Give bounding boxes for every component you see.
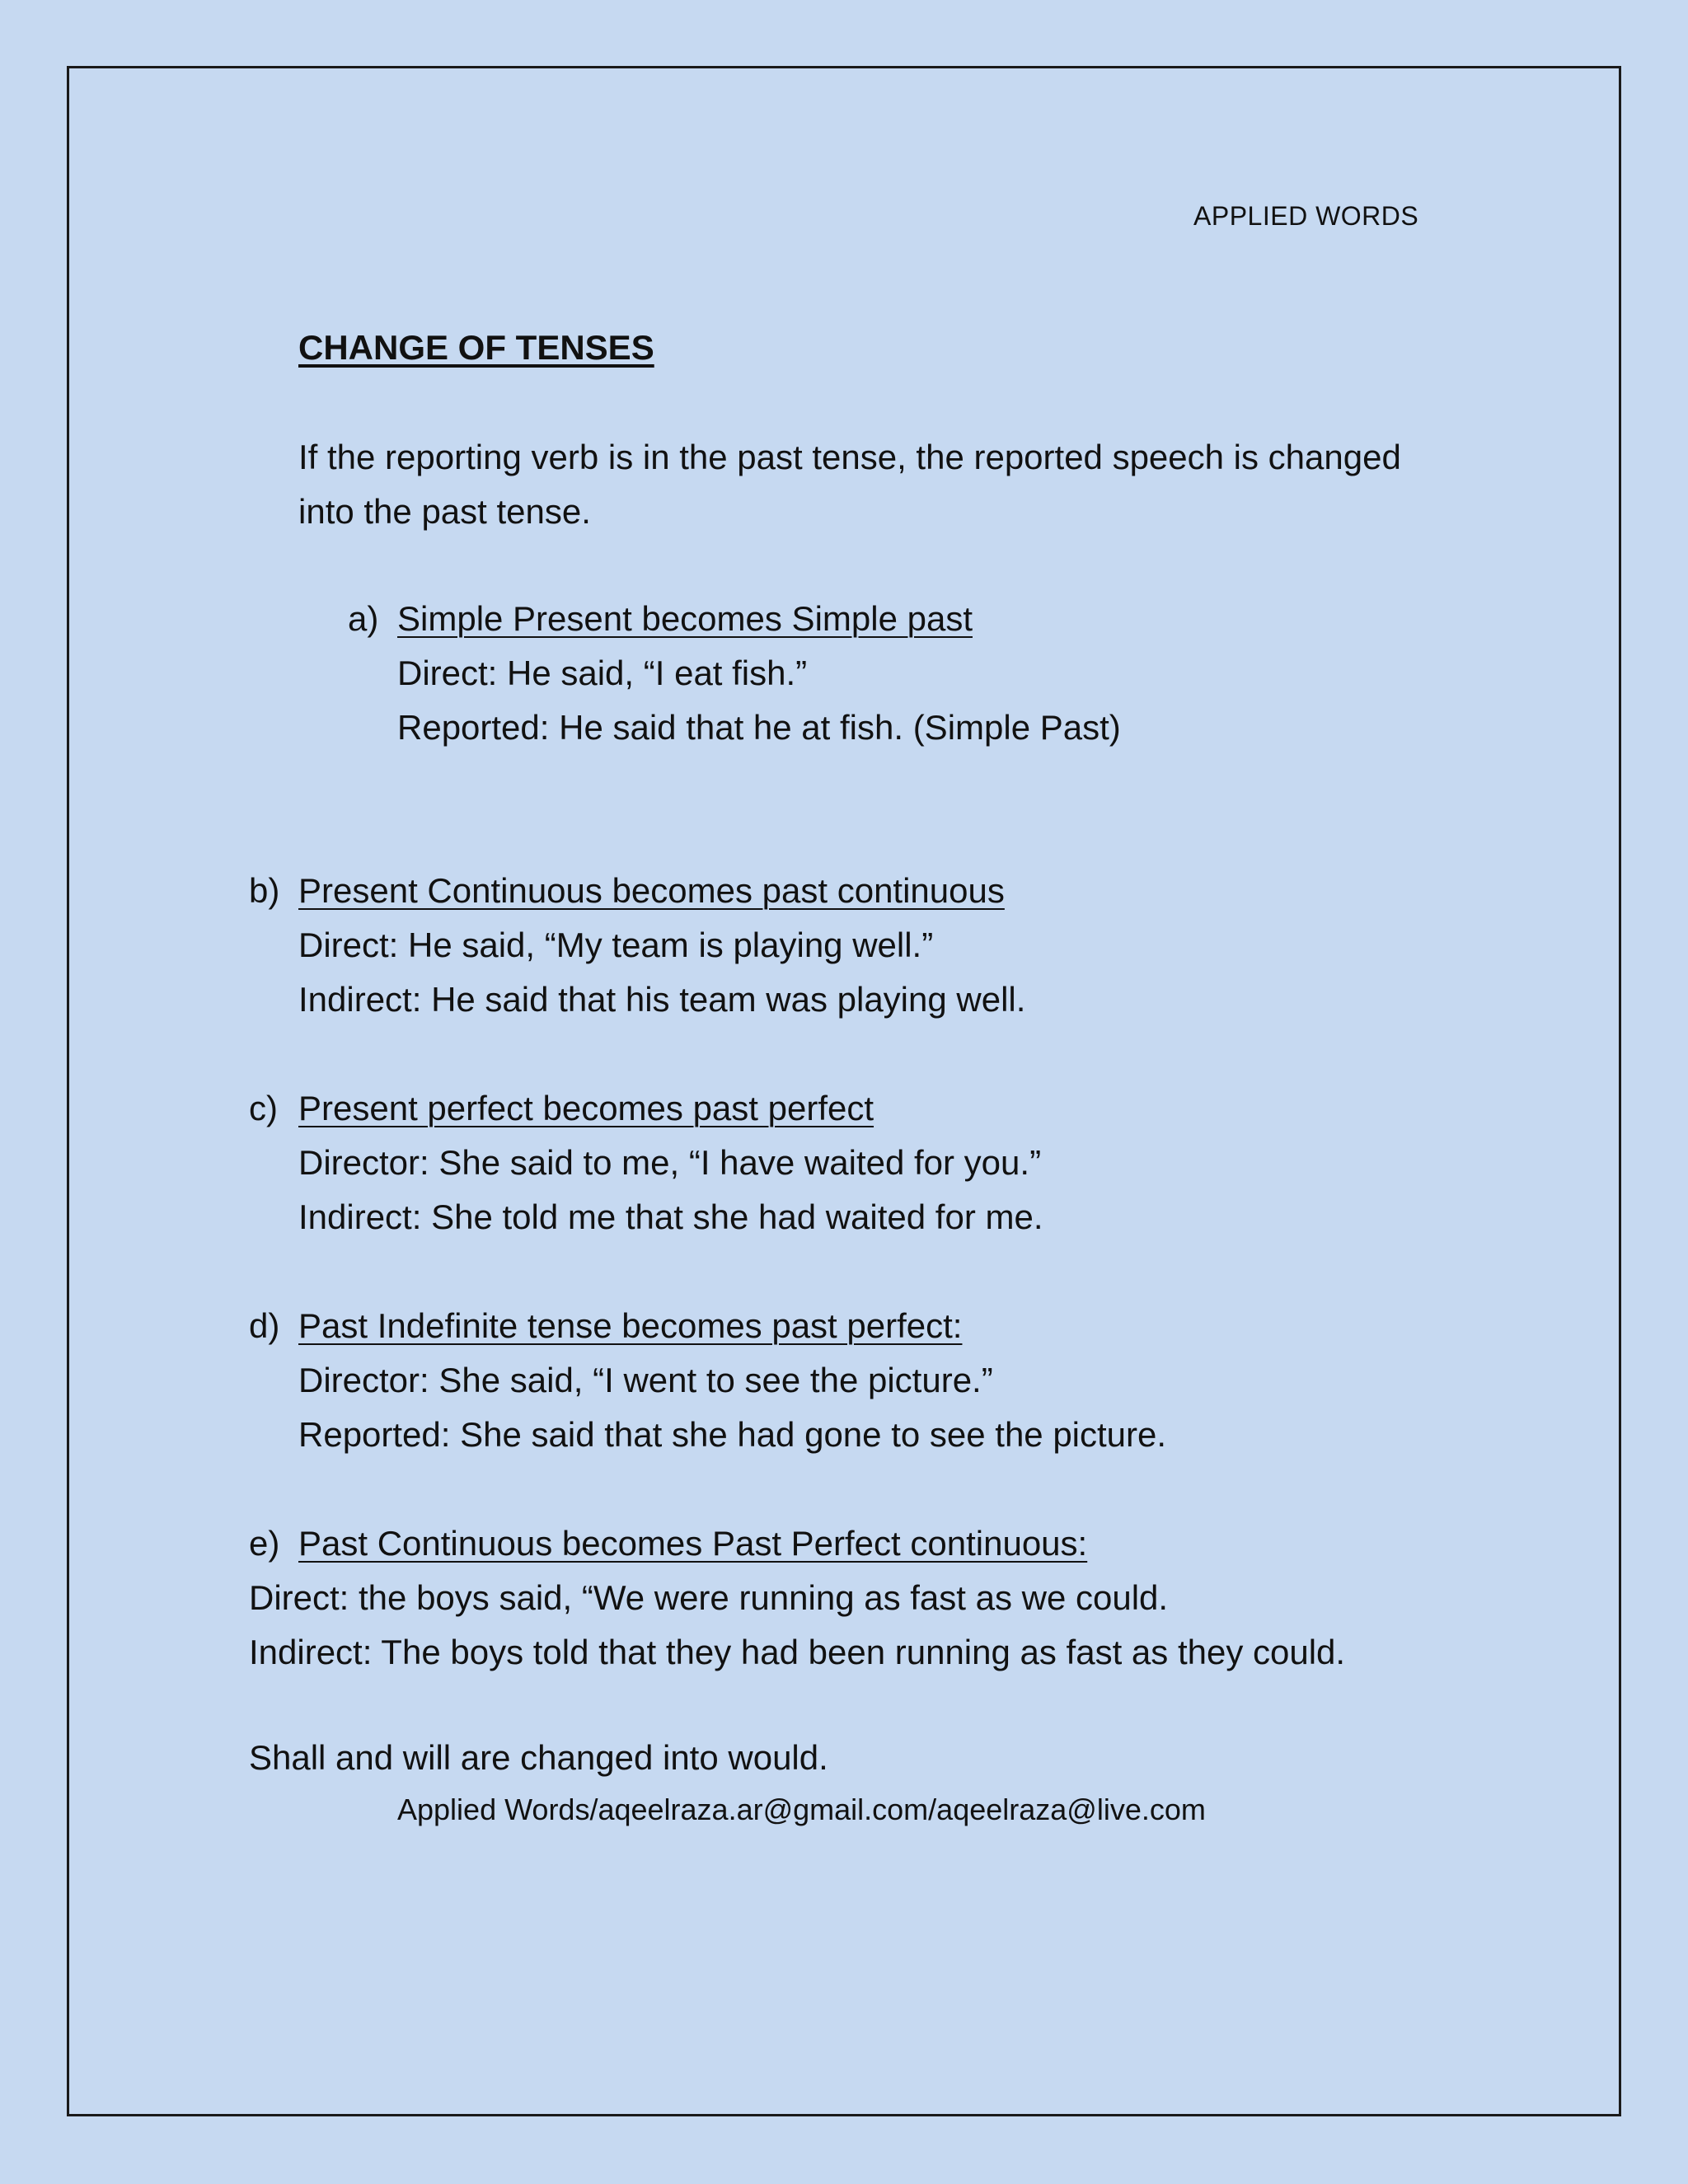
rule-d-marker: d) [249, 1306, 280, 1345]
rule-b-heading: Present Continuous becomes past continuous [298, 871, 1005, 910]
rule-c-direct: Director: She said to me, “I have waited for you.” [298, 1143, 1042, 1182]
rule-d-reported: Reported: She said that she had gone to see the picture. [298, 1415, 1167, 1454]
rule-e-direct: Direct: the boys said, “We were running as fast as we could. [249, 1578, 1169, 1617]
rule-c-indirect: Indirect: She told me that she had waited for me. [298, 1197, 1043, 1236]
rule-b-indirect: Indirect: He said that his team was playing well. [298, 980, 1026, 1019]
rule-e-heading: Past Continuous becomes Past Perfect continuous: [298, 1524, 1088, 1563]
rule-d-direct: Director: She said, “I went to see the picture.” [298, 1361, 993, 1399]
rule-a-marker: a) [348, 599, 379, 638]
intro-line-1: If the reporting verb is in the past tense, the reported speech is changed [298, 438, 1401, 476]
rule-b-direct: Direct: He said, “My team is playing well.” [298, 926, 934, 964]
rule-e-indirect: Indirect: The boys told that they had been running as fast as they could. [249, 1633, 1346, 1671]
rule-d-heading: Past Indefinite tense becomes past perfect: [298, 1306, 963, 1345]
rule-a-direct: Direct: He said, “I eat fish.” [397, 654, 808, 692]
rule-c-marker: c) [249, 1089, 278, 1127]
intro-line-2: into the past tense. [298, 492, 591, 531]
rule-e-marker: e) [249, 1524, 280, 1563]
closing-note: Shall and will are changed into would. [249, 1738, 828, 1777]
rule-b-marker: b) [249, 871, 280, 910]
rule-a-reported: Reported: He said that he at fish. (Simple Past) [397, 708, 1121, 747]
footer-contact: Applied Words/aqeelraza.ar@gmail.com/aqeelraza@live.com [397, 1793, 1206, 1826]
rule-a-heading: Simple Present becomes Simple past [397, 599, 973, 638]
rule-c-heading: Present perfect becomes past perfect [298, 1089, 874, 1127]
header-label: APPLIED WORDS [1193, 201, 1419, 231]
page-title: CHANGE OF TENSES [298, 328, 654, 367]
